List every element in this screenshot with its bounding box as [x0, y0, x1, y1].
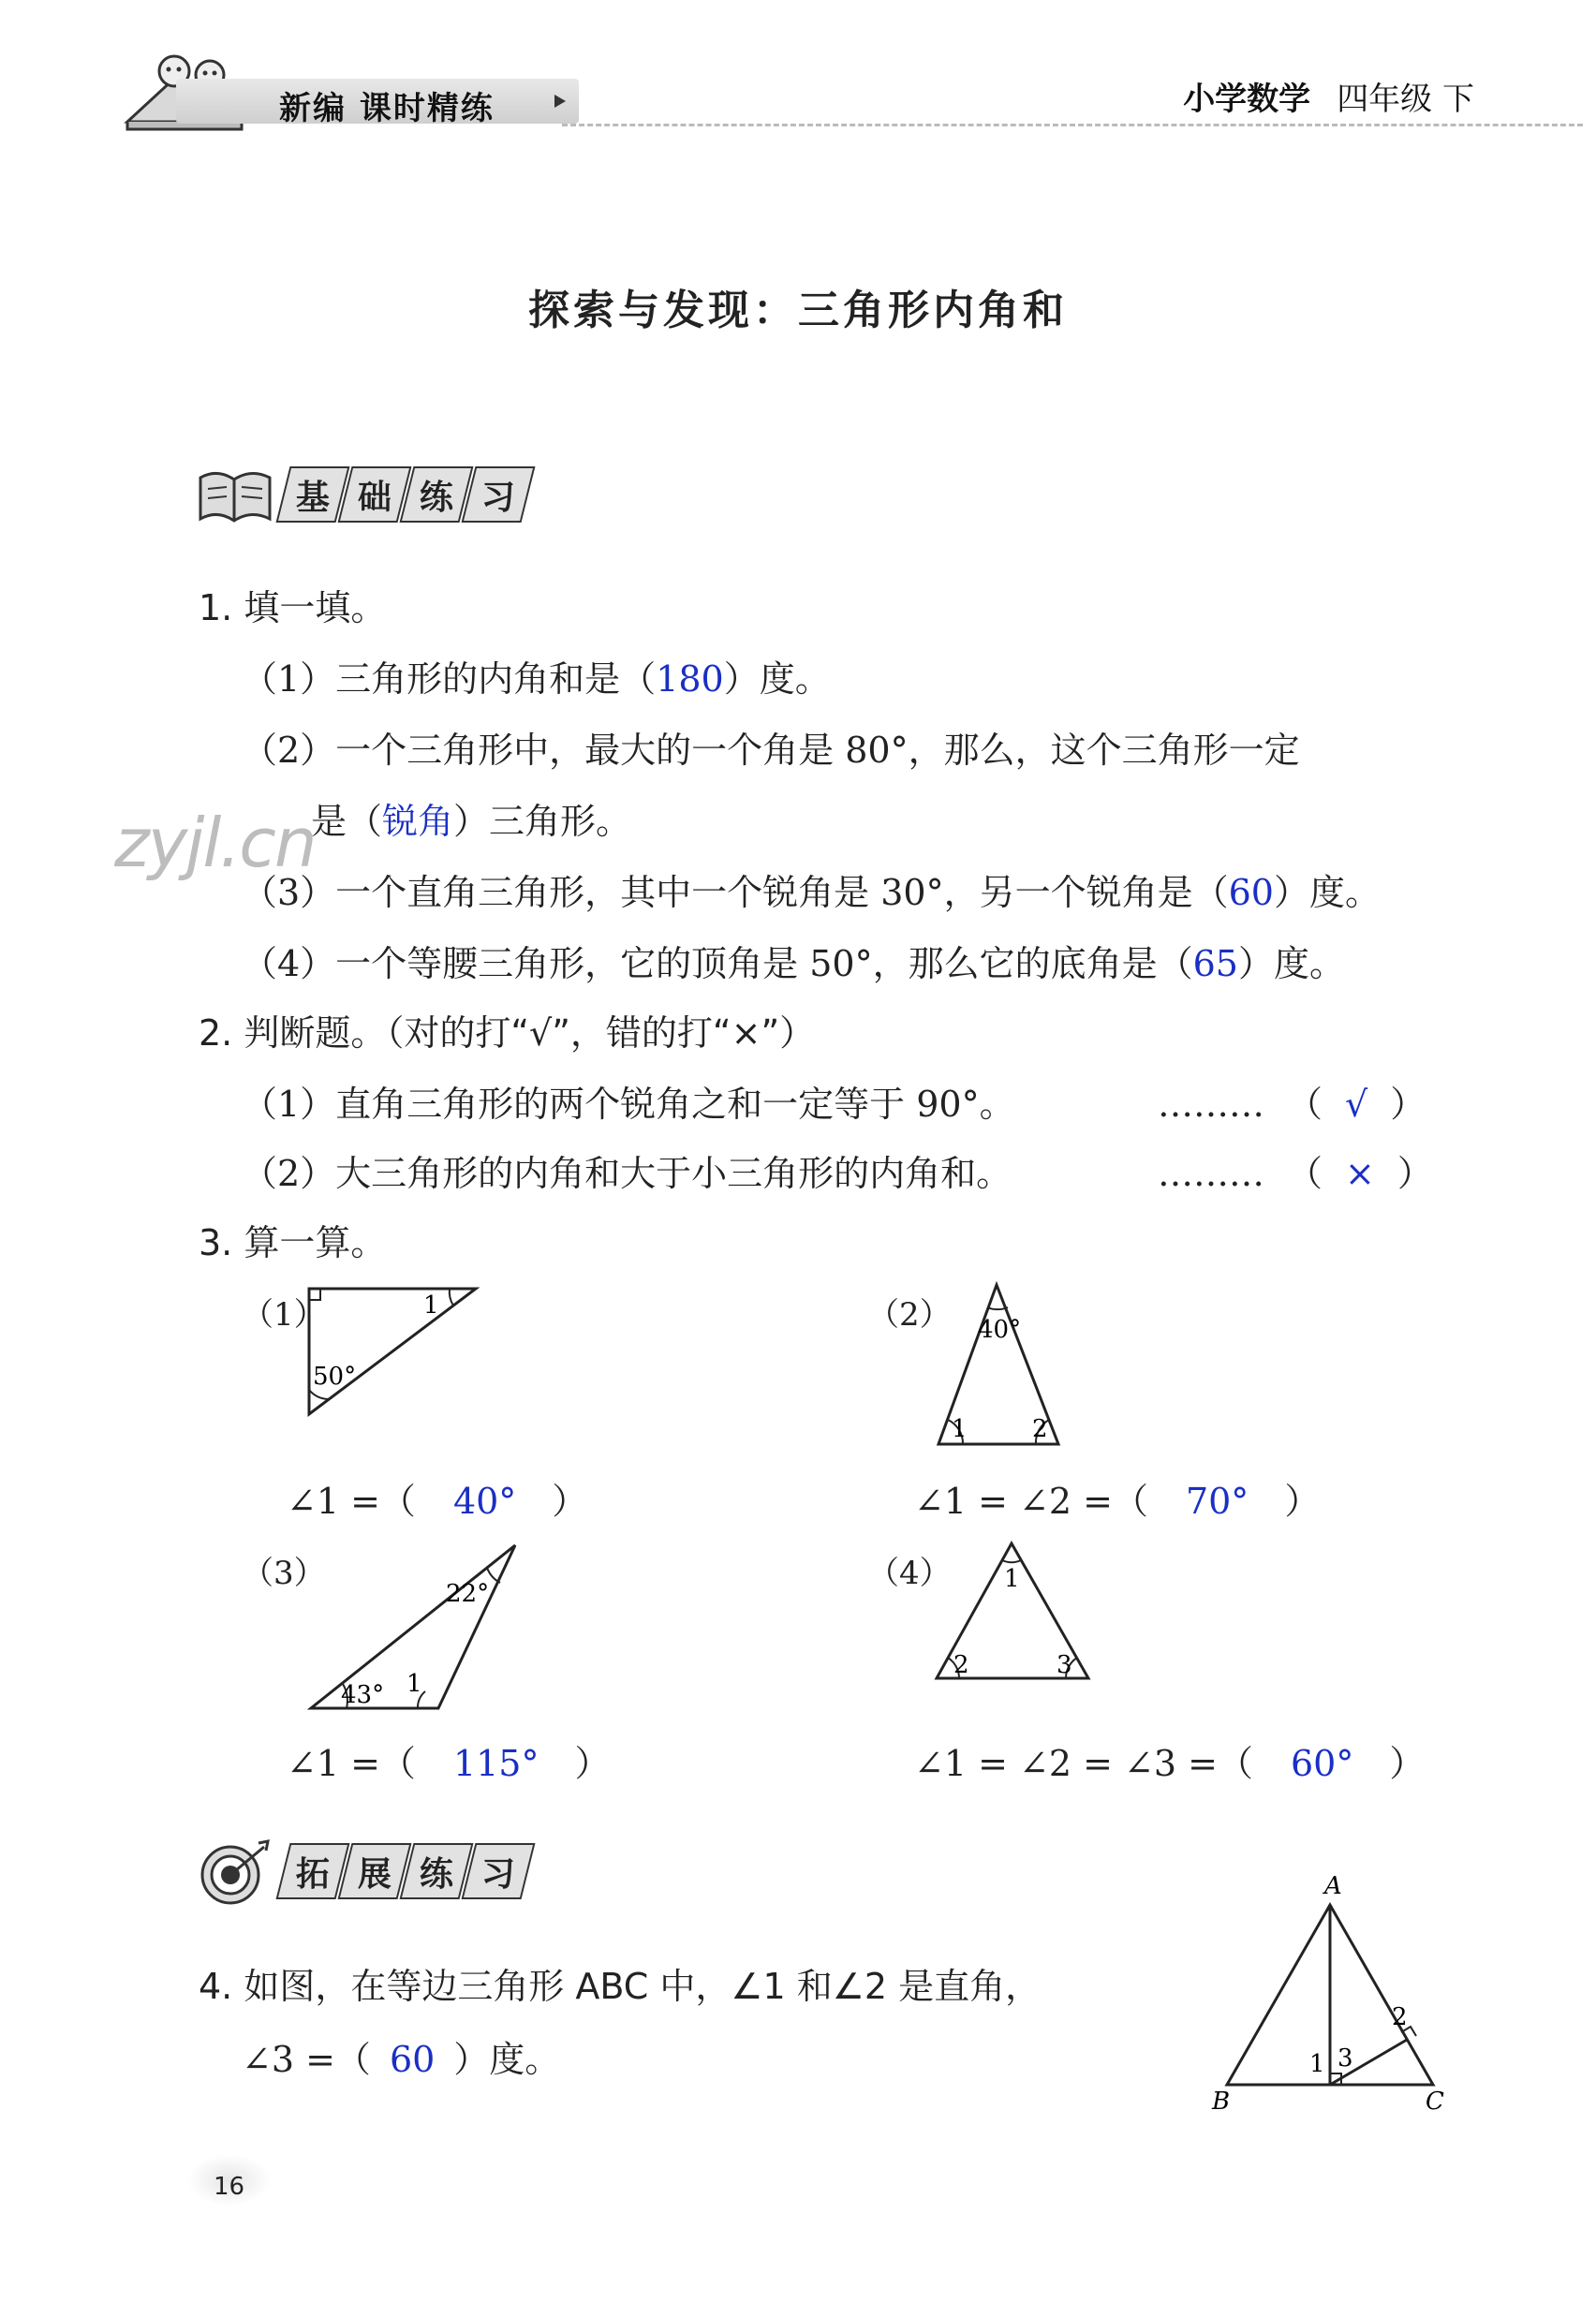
angle-mark: 2: [1392, 2003, 1408, 2031]
figure-obtuse-triangle: [300, 1538, 525, 1718]
answer: 60: [389, 2039, 436, 2080]
angle-mark: 1: [952, 1415, 968, 1443]
angle-mark: 1: [1309, 2050, 1325, 2078]
answer: 60: [1228, 872, 1274, 913]
fig1-label: （1）: [242, 1296, 326, 1334]
answer: 180: [656, 658, 724, 700]
q1-part1: （1）三角形的内角和是（180）度。: [242, 658, 831, 700]
section-char: 拓: [276, 1843, 350, 1899]
page-title: 探索与发现：三角形内角和: [528, 287, 1068, 334]
angle-mark: 3: [1337, 2044, 1353, 2073]
series-title: 新编 课时精练: [279, 90, 495, 127]
q1-part2-cont: 是（锐角）三角形。: [311, 801, 632, 842]
triangle-pointer-icon: [551, 92, 569, 111]
fig2-answer: ∠1 = ∠2 =（ 70° ）: [914, 1481, 1321, 1522]
q3-heading: 3. 算一算。: [199, 1222, 387, 1263]
section-char: 习: [462, 1843, 536, 1899]
figure-isosceles-triangle: [927, 1279, 1068, 1450]
fig3-label: （3）: [242, 1555, 326, 1592]
section-char: 展: [338, 1843, 412, 1899]
q1-heading: 1. 填一填。: [199, 587, 387, 628]
angle-label: 50°: [313, 1363, 357, 1391]
header-info: [1183, 73, 1474, 119]
open-book-icon: [195, 459, 275, 530]
answer: 70°: [1185, 1481, 1249, 1522]
q4-line2: ∠3 =（ 60 ）度。: [242, 2039, 561, 2080]
section-char: 练: [400, 1843, 474, 1899]
angle-label: 43°: [341, 1681, 385, 1709]
grade-label: 四年级 下: [1337, 81, 1474, 118]
fig4-label: （4）: [867, 1555, 952, 1592]
figure-equilateral-abc: [1208, 1873, 1461, 2118]
q1-part3: （3）一个直角三角形，其中一个锐角是 30°，另一个锐角是（60）度。: [242, 872, 1381, 913]
subject-label: 小学数学: [1183, 81, 1311, 118]
angle-mark: 1: [423, 1291, 439, 1320]
q2-part2-answer: ……… （ × ）: [1158, 1153, 1433, 1194]
answer: ×: [1345, 1153, 1375, 1194]
q2-part2: （2）大三角形的内角和大于小三角形的内角和。: [242, 1153, 1012, 1194]
answer: 40°: [452, 1481, 517, 1522]
angle-label: 40°: [978, 1316, 1022, 1344]
answer: √: [1345, 1084, 1368, 1125]
watermark: zyjl.cn: [114, 804, 316, 882]
q4-line1: 4. 如图，在等边三角形 ABC 中，∠1 和∠2 是直角，: [199, 1966, 1042, 2007]
angle-mark: 1: [1004, 1565, 1020, 1593]
section-char: 习: [462, 466, 536, 523]
answer: 锐角: [382, 801, 454, 842]
fig3-answer: ∠1 =（ 115° ）: [287, 1743, 611, 1784]
section-extended-practice: [195, 1836, 530, 1907]
q1-part2: （2）一个三角形中，最大的一个角是 80°，那么，这个三角形一定: [242, 730, 1300, 771]
angle-mark: 2: [1032, 1415, 1048, 1443]
section-basic-practice: [195, 459, 530, 530]
header-brand: [120, 58, 588, 133]
angle-mark: 1: [406, 1670, 422, 1698]
q2-heading: 2. 判断题。（对的打“√”，错的打“×”）: [199, 1012, 816, 1054]
figure-equilateral-triangle: [927, 1538, 1096, 1690]
section-char: 基: [276, 466, 350, 523]
header-divider: [562, 124, 1583, 126]
fig4-answer: ∠1 = ∠2 = ∠3 =（ 60° ）: [914, 1743, 1426, 1784]
vertex-label: C: [1426, 2088, 1444, 2116]
fig2-label: （2）: [867, 1296, 952, 1334]
target-icon: [195, 1836, 275, 1907]
answer: 60°: [1290, 1743, 1354, 1784]
vertex-label: A: [1324, 1873, 1342, 1900]
fig1-answer: ∠1 =（ 40° ）: [287, 1481, 588, 1522]
section-char: 练: [400, 466, 474, 523]
page-number: 16: [214, 2173, 245, 2201]
figure-right-triangle: [300, 1279, 487, 1429]
section-char: 础: [338, 466, 412, 523]
angle-label: 22°: [446, 1580, 490, 1608]
q2-part1: （1）直角三角形的两个锐角之和一定等于 90°。: [242, 1084, 1015, 1125]
angle-mark: 3: [1057, 1651, 1072, 1679]
answer: 115°: [452, 1743, 539, 1784]
q1-part4: （4）一个等腰三角形，它的顶角是 50°，那么它的底角是（65）度。: [242, 943, 1345, 984]
angle-mark: 2: [953, 1651, 969, 1679]
answer: 65: [1192, 943, 1238, 984]
vertex-label: B: [1212, 2088, 1231, 2116]
q2-part1-answer: ……… （ √ ）: [1158, 1084, 1426, 1125]
